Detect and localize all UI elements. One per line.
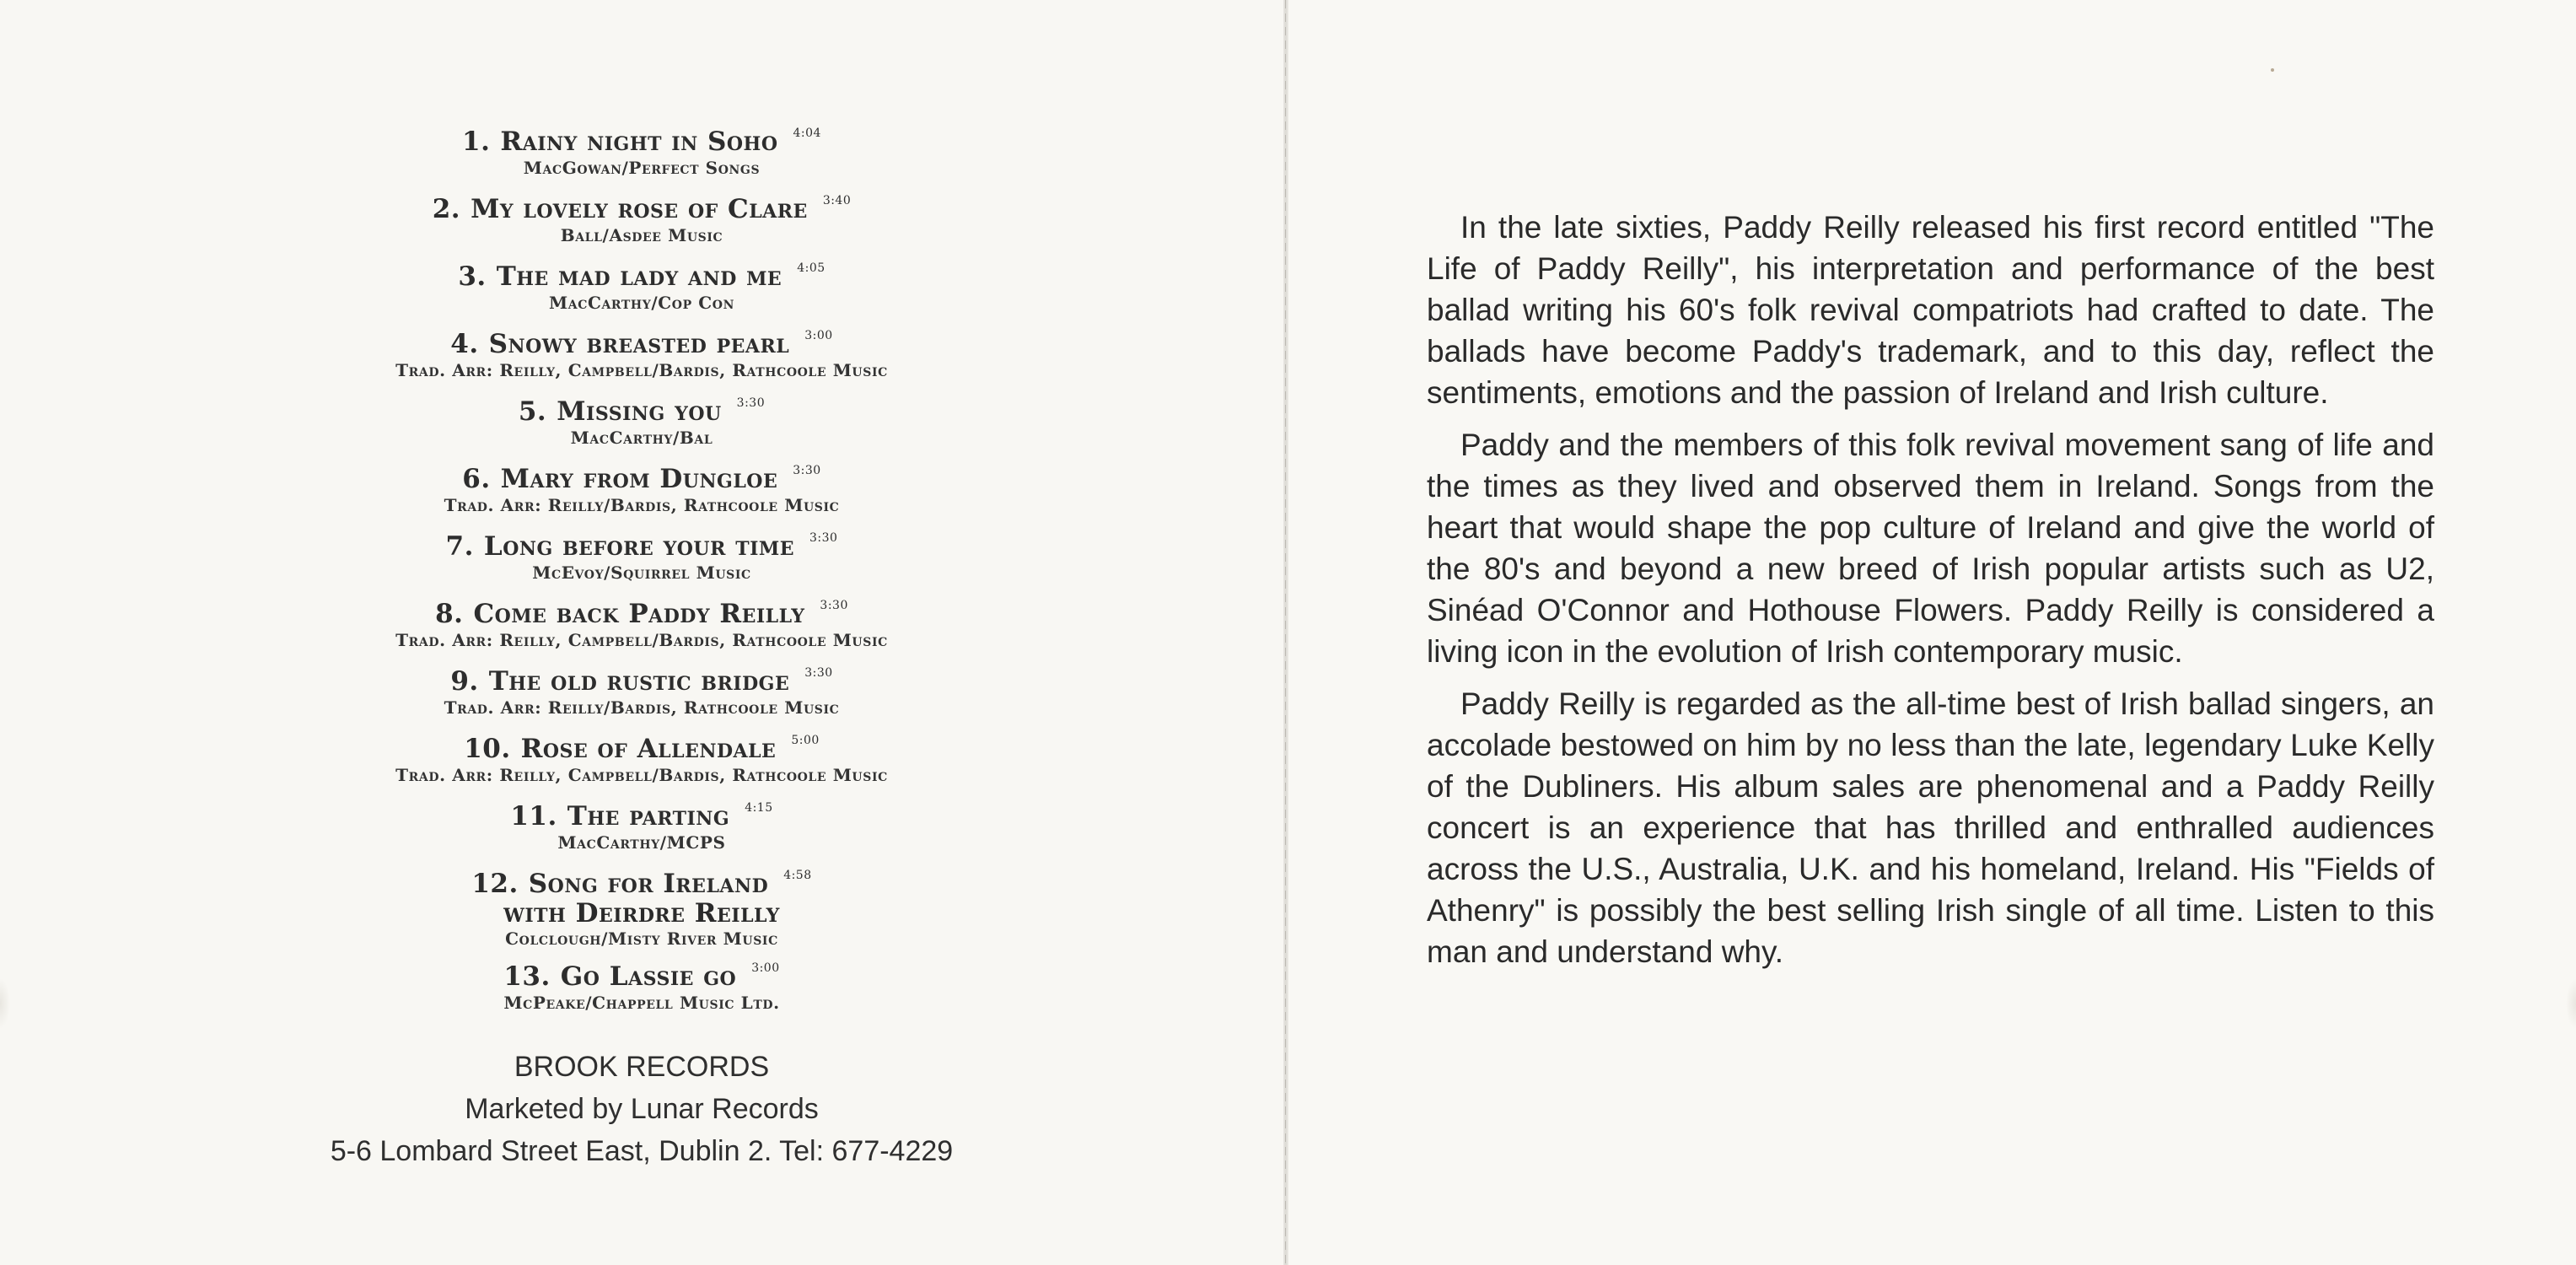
track-item bbox=[0, 253, 1283, 320]
track-duration: 4:15 bbox=[745, 801, 773, 815]
track-number: 10. bbox=[464, 734, 511, 764]
track-number: 11. bbox=[510, 801, 557, 832]
track-item bbox=[0, 860, 1283, 953]
liner-paragraph: In the late sixties, Paddy Reilly released his first record entitled "The Life of Paddy Reilly", his interpretation and performance of the best ballad writing his 60's folk revival compatriots had crafted to date. The ballads have become Paddy's trademark, and to this day, reflect the sentiments, emotions and the passion of Ireland and Irish culture. bbox=[1427, 210, 2434, 410]
track-credit: Trad. Arr: Reilly, Campbell/Bardis, Rathcoole Music bbox=[395, 360, 888, 380]
track-title: The mad lady and me bbox=[496, 261, 782, 292]
track-credit: McPeake/Chappell Music Ltd. bbox=[503, 993, 780, 1013]
track-duration: 3:30 bbox=[809, 531, 838, 545]
track-title-line bbox=[0, 590, 1283, 629]
track-duration: 3:40 bbox=[822, 194, 852, 207]
track-title-line bbox=[0, 118, 1283, 157]
track-subtitle: with Deirdre Reilly bbox=[503, 898, 780, 929]
track-title: Song for Ireland bbox=[528, 869, 769, 899]
track-credit: McEvoy/Squirrel Music bbox=[532, 563, 751, 583]
track-duration: 3:30 bbox=[736, 396, 766, 410]
track-item bbox=[0, 455, 1283, 523]
track-number: 5. bbox=[518, 396, 547, 427]
track-credit: MacCarthy/MCPS bbox=[557, 832, 726, 853]
track-title-line bbox=[0, 725, 1283, 764]
track-credit: Ball/Asdee Music bbox=[560, 225, 723, 245]
track-number: 8. bbox=[435, 599, 464, 629]
track-duration: 3:30 bbox=[804, 666, 833, 680]
track-credit: Trad. Arr: Reilly/Bardis, Rathcoole Music bbox=[444, 495, 840, 515]
track-credit: MacCarthy/Cop Con bbox=[549, 293, 734, 313]
track-title-line bbox=[0, 793, 1283, 832]
track-title-line bbox=[0, 455, 1283, 494]
track-credit: MacCarthy/Bal bbox=[570, 428, 713, 448]
track-credit: Trad. Arr: Reilly, Campbell/Bardis, Rathcoole Music bbox=[395, 630, 888, 650]
track-duration: 3:30 bbox=[820, 599, 848, 612]
track-title-line bbox=[0, 658, 1283, 697]
track-title: Rainy night in Soho bbox=[500, 126, 778, 157]
track-title: Long before your time bbox=[483, 531, 794, 562]
track-item bbox=[0, 953, 1283, 1020]
scan-edge-right bbox=[2566, 978, 2576, 1029]
track-credit: MacGowan/Perfect Songs bbox=[523, 158, 761, 178]
track-item bbox=[0, 590, 1283, 658]
track-title: Go Lassie go bbox=[560, 961, 737, 992]
track-number: 7. bbox=[445, 531, 474, 562]
track-number: 13. bbox=[503, 961, 551, 992]
liner-paragraph: Paddy Reilly is regarded as the all-time best of Irish ballad singers, an accolade bestowed on him by no less than the late, legendary Luke Kelly of the Dubliners. His album sales are phenomenal and a Paddy Reilly concert is an experience that has thrilled and enthralled audiences across the U.S., Australia, U.K. and his homeland, Ireland. His "Fields of Athenry" is possibly the best selling Irish single of all time. Listen to this man and understand why. bbox=[1427, 686, 2434, 969]
track-number: 12. bbox=[471, 869, 519, 899]
track-item bbox=[0, 118, 1283, 186]
track-title: Come back Paddy Reilly bbox=[473, 599, 805, 629]
label-info bbox=[0, 1046, 1283, 1172]
label-address: 5-6 Lombard Street East, Dublin 2. Tel: 677-4229 bbox=[330, 1135, 954, 1167]
track-title-line bbox=[0, 860, 1283, 899]
track-number: 2. bbox=[432, 194, 461, 224]
track-title: The parting bbox=[567, 801, 730, 832]
track-title-line bbox=[0, 388, 1283, 427]
track-duration: 4:05 bbox=[797, 261, 826, 275]
track-title: Rose of Allendale bbox=[520, 734, 777, 764]
liner-paragraph: Paddy and the members of this folk revival movement sang of life and the times as they lived and observed them in Ireland. Songs from the heart that would shape the pop culture of Ireland and give the world of the 80's and beyond a new breed of Irish popular artists such as U2, Sinéad O'Connor and Hothouse Flowers. Paddy Reilly is considered a living icon in the evolution of Irish contemporary music. bbox=[1427, 428, 2434, 669]
track-list bbox=[0, 118, 1283, 1020]
track-item bbox=[0, 523, 1283, 590]
track-duration: 4:04 bbox=[793, 126, 821, 140]
track-credit: Trad. Arr: Reilly, Campbell/Bardis, Rathcoole Music bbox=[395, 765, 888, 785]
track-duration: 3:30 bbox=[793, 464, 821, 477]
liner-notes bbox=[1427, 207, 2434, 983]
track-item bbox=[0, 793, 1283, 860]
track-number: 3. bbox=[458, 261, 487, 292]
track-title: Snowy breasted pearl bbox=[488, 329, 790, 359]
track-number: 6. bbox=[462, 464, 491, 494]
track-title-line bbox=[0, 953, 1283, 992]
track-number: 9. bbox=[450, 666, 479, 697]
track-item bbox=[0, 725, 1283, 793]
track-item bbox=[0, 320, 1283, 388]
track-title-line bbox=[0, 253, 1283, 292]
track-title-line bbox=[0, 320, 1283, 359]
track-title-line bbox=[0, 523, 1283, 562]
track-title-line bbox=[0, 186, 1283, 224]
paper-speck bbox=[2271, 68, 2274, 72]
track-item bbox=[0, 658, 1283, 725]
track-duration: 3:00 bbox=[804, 329, 833, 342]
track-number: 1. bbox=[462, 126, 491, 157]
label-marketed-by: Marketed by Lunar Records bbox=[465, 1093, 819, 1125]
track-item bbox=[0, 186, 1283, 253]
track-title: My lovely rose of Clare bbox=[471, 194, 808, 224]
track-title: The old rustic bridge bbox=[488, 666, 790, 697]
track-title: Mary from Dungloe bbox=[500, 464, 778, 494]
track-number: 4. bbox=[450, 329, 479, 359]
track-duration: 5:00 bbox=[791, 734, 820, 747]
track-credit: Colclough/Misty River Music bbox=[505, 929, 778, 949]
track-title: Missing you bbox=[557, 396, 722, 427]
track-duration: 4:58 bbox=[783, 869, 812, 882]
track-duration: 3:00 bbox=[751, 961, 780, 975]
track-item bbox=[0, 388, 1283, 455]
track-credit: Trad. Arr: Reilly/Bardis, Rathcoole Music bbox=[444, 697, 840, 718]
label-name: BROOK RECORDS bbox=[514, 1051, 770, 1083]
